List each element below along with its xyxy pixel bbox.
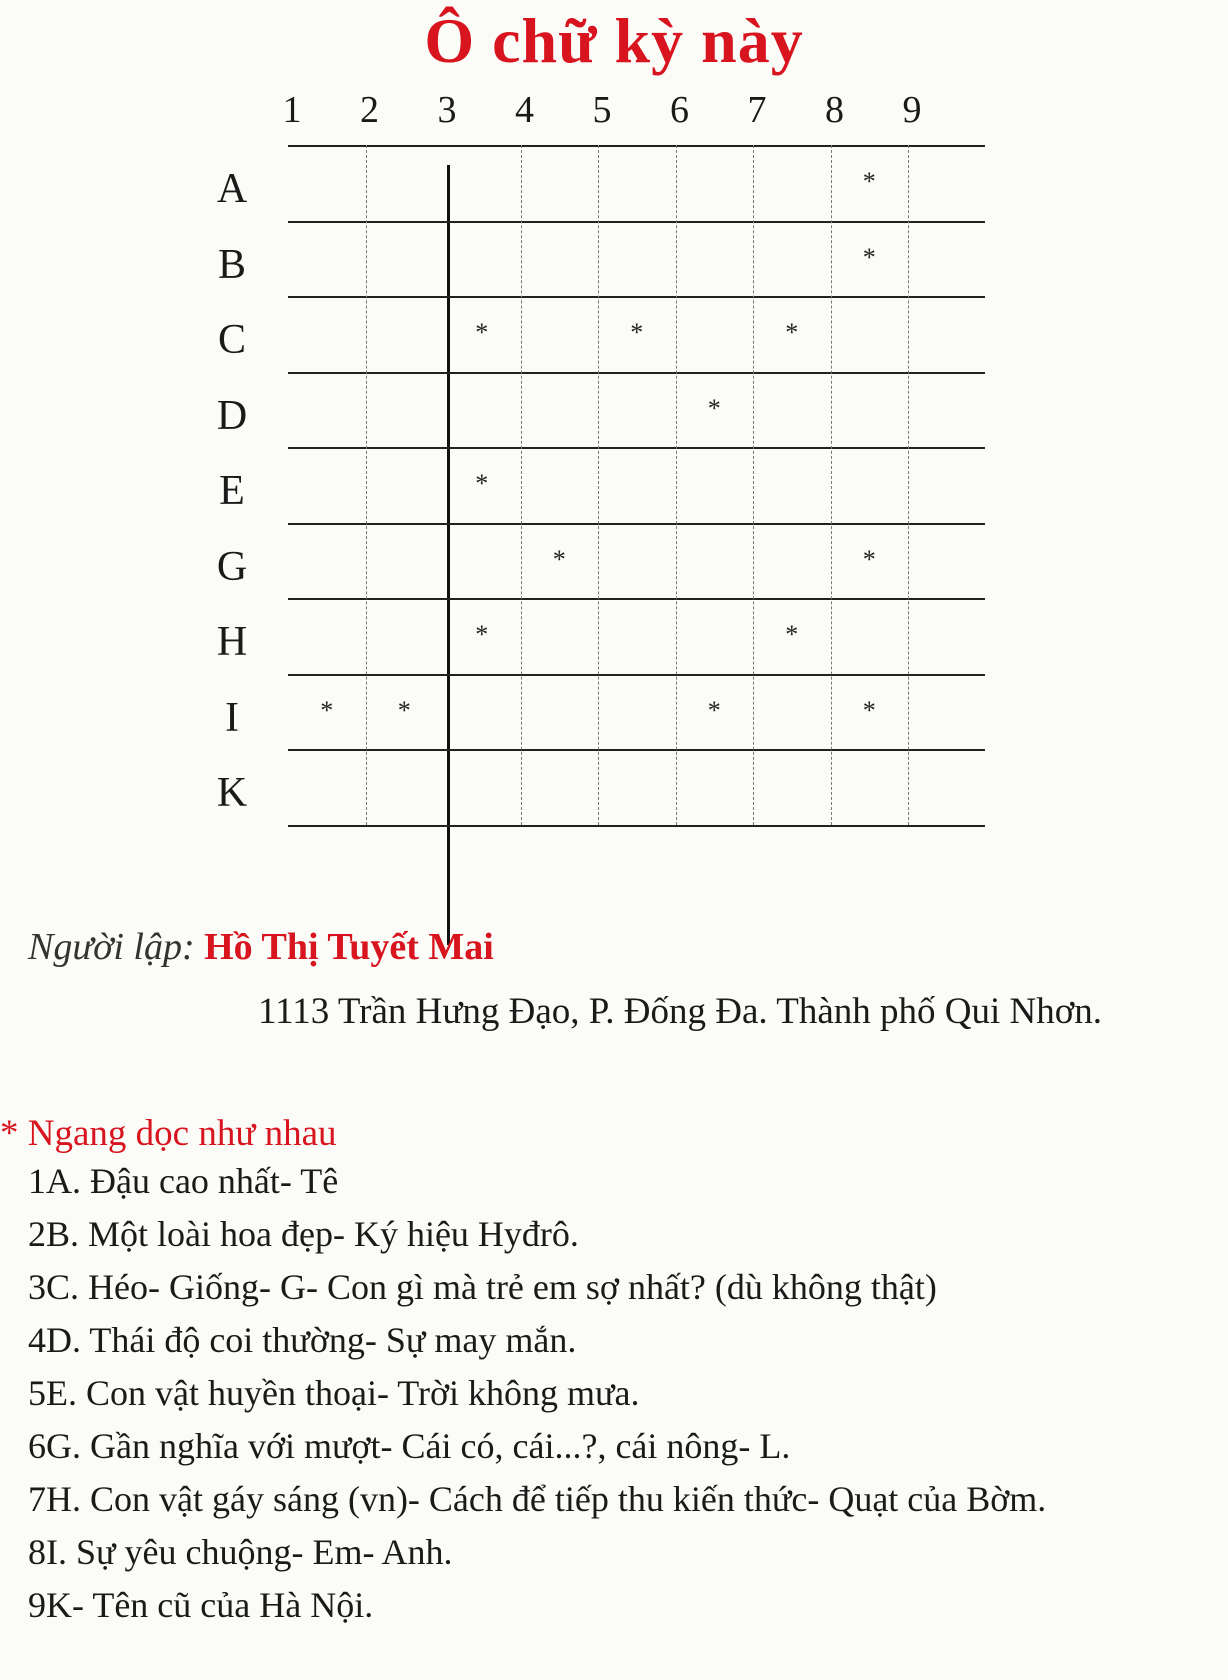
- author-label: Người lập:: [28, 926, 195, 968]
- clue-item: 5E. Con vật huyền thoại- Trời không mưa.: [28, 1373, 640, 1413]
- column-number: 8: [825, 89, 844, 131]
- grid-row-line: [288, 221, 985, 223]
- star-mark: *: [862, 242, 876, 272]
- column-number: 9: [902, 89, 922, 131]
- grid-column-line: [753, 145, 755, 825]
- grid-row-line: [288, 598, 985, 600]
- grid-row-line: [288, 296, 985, 298]
- grid-column-line: [366, 145, 368, 825]
- star-mark: *: [862, 544, 876, 574]
- puzzle-title: Ô chữ kỳ này: [424, 5, 804, 76]
- clue-item: 8I. Sự yêu chuộng- Em- Anh.: [28, 1532, 453, 1572]
- grid-row-line: [288, 145, 985, 147]
- row-label: I: [225, 694, 239, 741]
- star-mark: *: [320, 695, 334, 725]
- star-mark: *: [862, 695, 876, 725]
- row-label: E: [219, 468, 245, 514]
- clue-heading: * Ngang dọc như nhau: [0, 1113, 337, 1154]
- row-label: G: [216, 543, 248, 590]
- grid-row-line: [288, 674, 985, 676]
- clue-item: 3C. Héo- Giống- G- Con gì mà trẻ em sợ nhất? (dù không thật): [28, 1267, 937, 1307]
- grid-row-line: [288, 372, 985, 374]
- grid-column-line: [831, 145, 833, 825]
- star-mark: *: [475, 318, 489, 347]
- star-mark: *: [630, 318, 644, 347]
- star-mark: *: [475, 469, 489, 498]
- column-number: 5: [592, 89, 612, 131]
- clue-item: 9K- Tên cũ của Hà Nội.: [28, 1585, 374, 1625]
- column-number: 4: [515, 89, 534, 131]
- clue-item: 1A. Đậu cao nhất- Tê: [28, 1161, 339, 1201]
- grid-row-line: [288, 523, 985, 525]
- clue-item: 7H. Con vật gáy sáng (vn)- Cách để tiếp thu kiến thức- Quạt của Bờm.: [28, 1479, 1047, 1519]
- author-name: Hồ Thị Tuyết Mai: [204, 926, 494, 968]
- star-mark: *: [397, 695, 411, 725]
- star-mark: *: [475, 620, 489, 649]
- row-label: B: [217, 241, 246, 288]
- crossword-grid: [288, 145, 985, 825]
- column-number: 2: [360, 89, 379, 131]
- author-address: 1113 Trần Hưng Đạo, P. Đống Đa. Thành phố Qui Nhơn.: [258, 991, 1103, 1032]
- star-mark: *: [552, 544, 566, 574]
- star-mark: *: [707, 695, 721, 725]
- clue-item: 4D. Thái độ coi thường- Sự may mắn.: [28, 1320, 577, 1360]
- grid-column-line: [598, 145, 600, 825]
- star-mark: *: [862, 167, 876, 196]
- grid-divider-line: [447, 165, 450, 945]
- column-number: 1: [282, 89, 302, 131]
- row-label: H: [216, 619, 248, 665]
- row-label: D: [216, 392, 248, 439]
- clue-item: 2B. Một loài hoa đẹp- Ký hiệu Hyđrô.: [28, 1214, 579, 1254]
- grid-column-line: [908, 145, 910, 825]
- column-number: 7: [747, 89, 767, 131]
- clue-list: [0, 1112, 1228, 1632]
- author-line: [28, 925, 494, 969]
- grid-column-line: [676, 145, 678, 825]
- column-number: 3: [437, 89, 457, 131]
- row-label: A: [216, 166, 248, 212]
- row-label: K: [216, 770, 248, 816]
- grid-row-line: [288, 825, 985, 827]
- star-mark: *: [785, 318, 799, 347]
- row-label: C: [217, 317, 246, 363]
- grid-row-line: [288, 749, 985, 751]
- star-mark: *: [785, 620, 799, 649]
- grid-column-line: [521, 145, 523, 825]
- grid-row-line: [288, 447, 985, 449]
- clue-item: 6G. Gần nghĩa với mượt- Cái có, cái...?, cái nông- L.: [28, 1426, 791, 1466]
- column-number: 6: [670, 89, 689, 131]
- star-mark: *: [707, 393, 721, 423]
